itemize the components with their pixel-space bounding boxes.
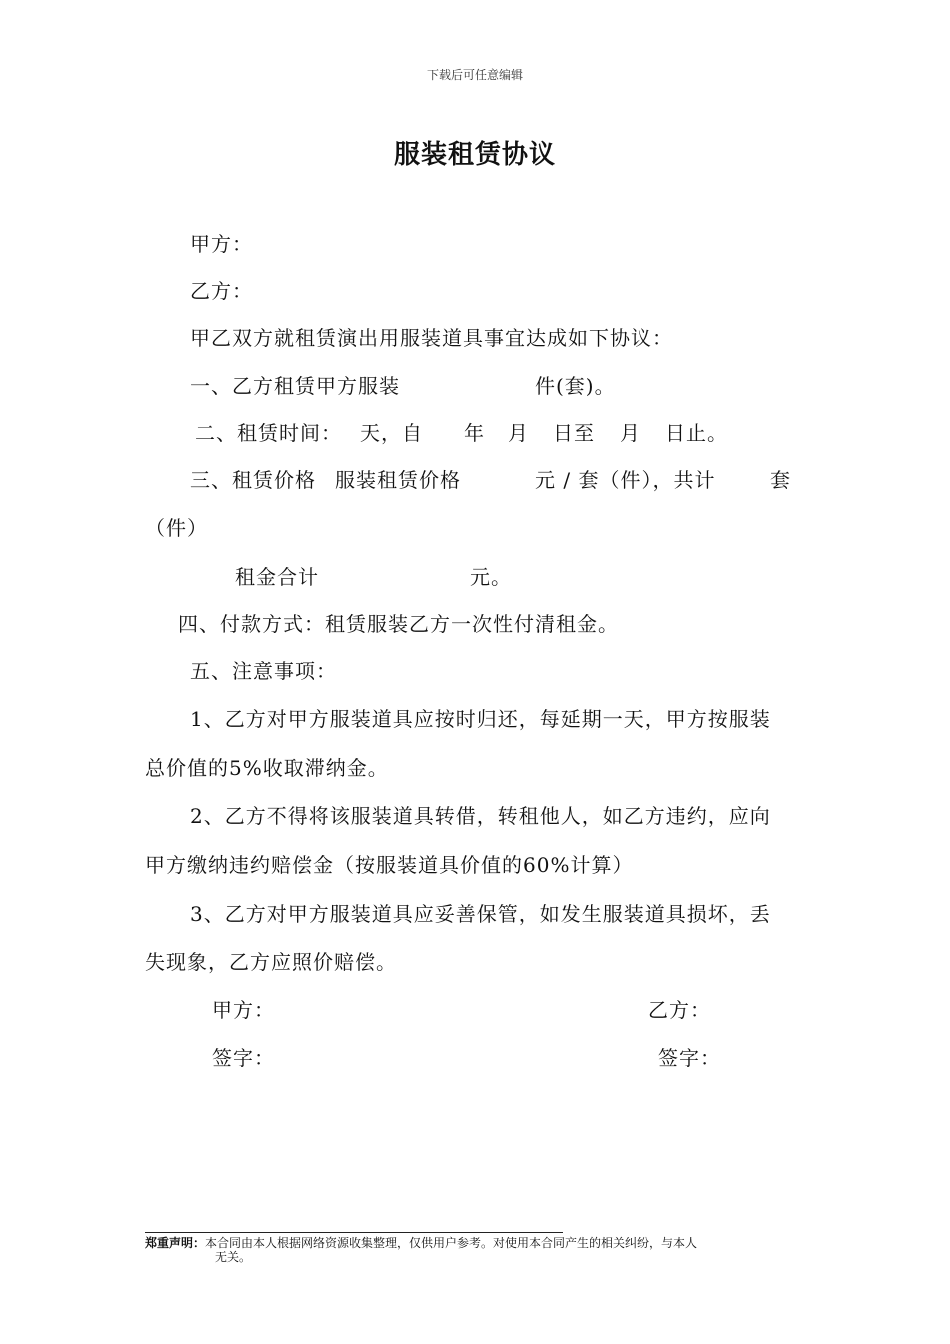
note-3-line-2: 失现象，乙方应照价赔偿。 [145,950,397,974]
clause-3-unit-price: 元 / 套（件），共计 [535,468,716,492]
footer-divider [145,1232,563,1233]
clause-4-line: 四、付款方式：租赁服装乙方一次性付清租金。 [178,612,619,636]
clause-3-price-label: 服装租赁价格 [335,468,461,492]
party-a-line: 甲方： [190,232,253,256]
footer-text: 本合同由本人根据网络资源收集整理，仅供用户参考。对使用本合同产生的相关纠纷，与本人 [205,1236,698,1250]
footer-disclaimer [145,1236,815,1264]
intro-line: 甲乙双方就租赁演出用服装道具事宜达成如下协议： [190,326,673,350]
party-b-line: 乙方： [190,279,253,303]
document-title: 服装租赁协议 [393,140,556,170]
signature-sign-b: 签字： [658,1046,721,1070]
clause-3-label: 三、租赁价格 [190,468,316,492]
clause-1-label: 一、乙方租赁甲方服装 [190,374,400,398]
clause-2-day-end: 日止。 [665,421,728,445]
signature-sign-a: 签字： [212,1046,275,1070]
note-1-line-2: 总价值的5%收取滞纳金。 [145,756,389,780]
clause-2-year: 年 [464,421,485,445]
note-2-line-2: 甲方缴纳违约赔偿金（按服装道具价值的60%计算） [145,853,634,877]
clause-2-month-end: 月 [620,421,641,445]
note-2-line-1: 2、乙方不得将该服装道具转借，转租他人，如乙方违约，应向 [190,804,771,828]
signature-party-a: 甲方： [212,998,275,1022]
clause-3-sets: 套 [770,468,791,492]
clause-5-heading: 五、注意事项： [190,659,337,683]
clause-3-pieces: （件） [145,516,208,540]
footer-label: 郑重声明： [145,1236,206,1250]
note-1-line-1: 1、乙方对甲方服装道具应按时归还，每延期一天，甲方按服装 [190,707,771,731]
clause-2-days: 天，自 [360,421,423,445]
note-3-line-1: 3、乙方对甲方服装道具应妥善保管，如发生服装道具损坏，丢 [190,902,771,926]
clause-2-label: 二、租赁时间： [195,421,342,445]
clause-2-month: 月 [508,421,529,445]
page-header-note: 下载后可任意编辑 [426,68,523,82]
rent-total-unit: 元。 [470,565,512,589]
rent-total-label: 租金合计 [235,565,319,589]
clause-1-unit: 件(套)。 [535,374,616,398]
footer-text-continued: 无关。 [215,1250,252,1264]
clause-2-day-to: 日至 [553,421,595,445]
signature-party-b: 乙方： [648,998,711,1022]
